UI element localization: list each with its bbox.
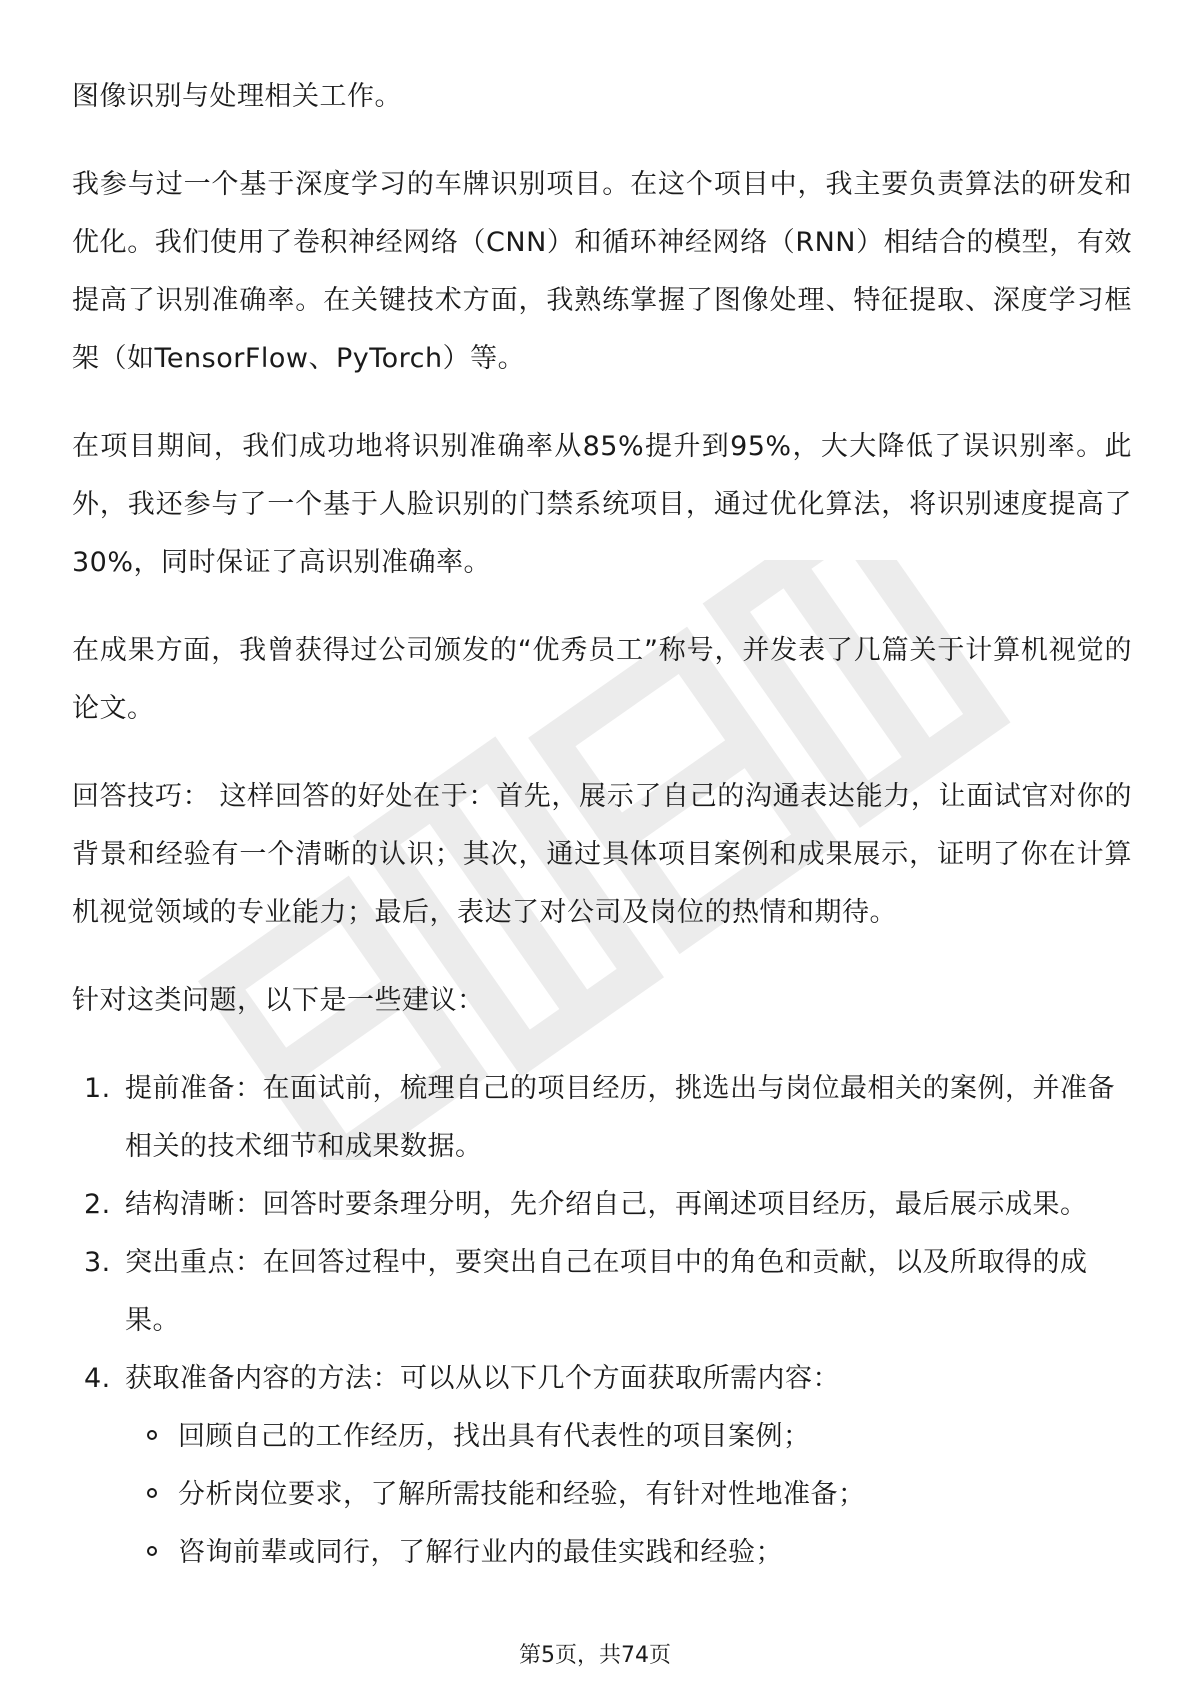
list-item-number: 1. <box>84 1073 111 1104</box>
sub-list-item-text: 回顾自己的工作经历，找出具有代表性的项目案例； <box>178 1421 811 1452</box>
paragraph-intro-end: 图像识别与处理相关工作。 <box>72 81 402 112</box>
paragraph-suggestions-intro: 针对这类问题，以下是一些建议： <box>72 985 485 1016</box>
hollow-bullet-icon <box>147 1430 157 1440</box>
sub-list-item-text: 分析岗位要求，了解所需技能和经验，有针对性地准备； <box>178 1479 866 1510</box>
paragraph-achievements: 在成果方面，我曾获得过公司颁发的“优秀员工”称号，并发表了几篇关于计算机视觉的论文。 <box>72 635 1132 724</box>
sub-list-item <box>125 1466 1132 1524</box>
list-item-text: 获取准备内容的方法：可以从以下几个方面获取所需内容： <box>125 1363 840 1394</box>
list-item <box>72 1176 1132 1234</box>
list-item-text: 提前准备：在面试前，梳理自己的项目经历，挑选出与岗位最相关的案例，并准备相关的技术细节和成果数据。 <box>125 1073 1115 1162</box>
paragraph-project-results: 在项目期间，我们成功地将识别准确率从85%提升到95%，大大降低了误识别率。此外，我还参与了一个基于人脸识别的门禁系统项目，通过优化算法，将识别速度提高了30%，同时保证了高识别准确率。 <box>72 431 1132 578</box>
list-item-number: 4. <box>84 1363 111 1394</box>
list-item <box>72 1350 1132 1582</box>
sub-list-item <box>125 1524 1132 1582</box>
list-item-text: 突出重点：在回答过程中，要突出自己在项目中的角色和贡献，以及所取得的成果。 <box>125 1247 1088 1336</box>
sub-list-item-text: 咨询前辈或同行，了解行业内的最佳实践和经验； <box>178 1537 783 1568</box>
list-item-number: 2. <box>84 1189 111 1220</box>
page-number-footer: 第5页，共74页 <box>519 1643 671 1668</box>
paragraph-answer-tips: 回答技巧： 这样回答的好处在于：首先，展示了自己的沟通表达能力，让面试官对你的背景和经验有一个清晰的认识；其次，通过具体项目案例和成果展示，证明了你在计算机视觉领域的专业能力；最后，表达了对公司及岗位的热情和期待。 <box>72 781 1132 928</box>
hollow-bullet-icon <box>147 1488 157 1498</box>
sub-list <box>125 1408 1132 1582</box>
list-item-number: 3. <box>84 1247 111 1278</box>
hollow-bullet-icon <box>147 1546 157 1556</box>
paragraph-license-plate-project: 我参与过一个基于深度学习的车牌识别项目。在这个项目中，我主要负责算法的研发和优化。我们使用了卷积神经网络（CNN）和循环神经网络（RNN）相结合的模型，有效提高了识别准确率。在关键技术方面，我熟练掌握了图像处理、特征提取、深度学习框架（如TensorFlow、PyTorch）等。 <box>72 169 1132 374</box>
list-item-text: 结构清晰：回答时要条理分明，先介绍自己，再阐述项目经历，最后展示成果。 <box>125 1189 1088 1220</box>
list-item <box>72 1060 1132 1176</box>
document-body <box>72 68 1132 1582</box>
suggestion-list <box>72 1060 1132 1582</box>
sub-list-item <box>125 1408 1132 1466</box>
list-item <box>72 1234 1132 1350</box>
